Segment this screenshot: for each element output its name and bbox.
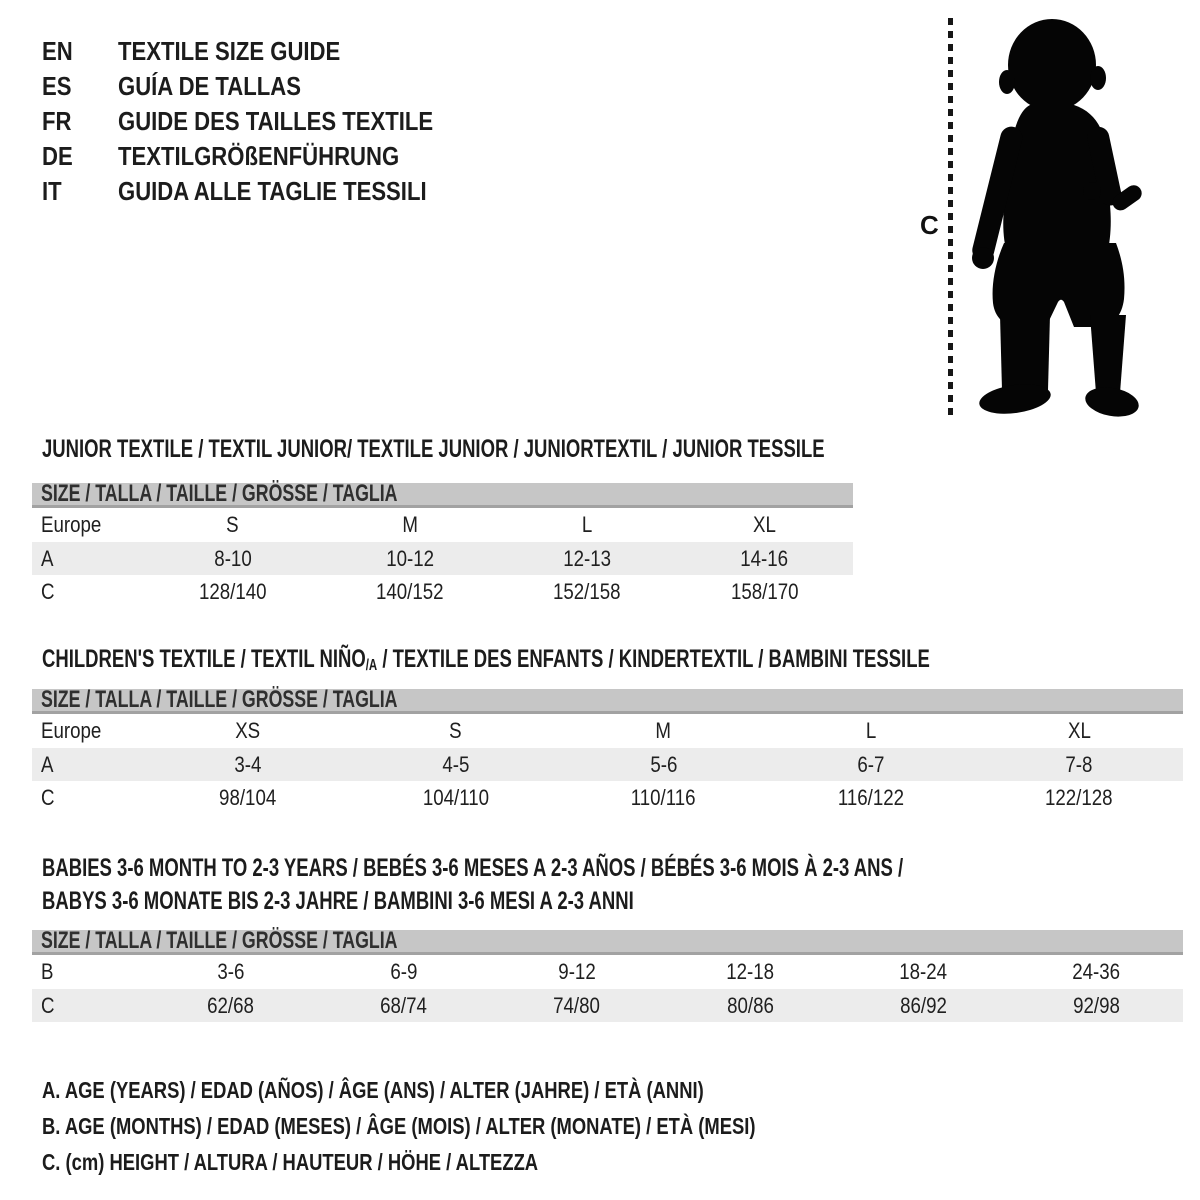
legend-line-height: C. (cm) HEIGHT / ALTURA / HAUTEUR / HÖHE / ALTEZZA xyxy=(42,1148,539,1175)
language-code: DE xyxy=(42,141,73,171)
legend xyxy=(42,1072,934,1180)
size-cell: S xyxy=(449,718,462,743)
baby-silhouette-icon xyxy=(970,15,1150,420)
size-cell: XL xyxy=(1067,718,1091,743)
value-cell: 8-10 xyxy=(213,545,252,571)
size-header-bar: SIZE / TALLA / TAILLE / GRÖSSE / TAGLIA xyxy=(32,689,1183,714)
table-row-height xyxy=(32,575,853,608)
language-code: EN xyxy=(42,36,73,66)
row-label: C xyxy=(41,992,55,1018)
language-row xyxy=(42,104,489,139)
value-cell: 12-13 xyxy=(563,545,612,571)
table-row-sizes xyxy=(32,714,1183,748)
table-row-height xyxy=(32,989,1183,1022)
legend-line-age-years: A. AGE (YEARS) / EDAD (AÑOS) / ÂGE (ANS) / ALTER (JAHRE) / ETÀ (ANNI) xyxy=(42,1076,704,1103)
value-cell: 128/140 xyxy=(198,578,267,604)
size-cell: S xyxy=(226,512,239,537)
value-cell: 3-4 xyxy=(234,751,262,777)
language-title: GUÍA DE TALLAS xyxy=(118,71,301,101)
value-cell: 80/86 xyxy=(726,992,774,1018)
value-cell: 18-24 xyxy=(899,959,948,984)
value-cell: 10-12 xyxy=(385,545,434,571)
value-cell: 12-18 xyxy=(726,959,775,984)
value-cell: 98/104 xyxy=(219,784,277,810)
table-row-height xyxy=(32,781,1183,814)
row-label: B xyxy=(41,959,54,984)
language-code: IT xyxy=(42,176,62,206)
gender-suffix: /A xyxy=(365,656,378,674)
row-label: C xyxy=(41,784,55,810)
size-table-junior xyxy=(32,480,853,608)
value-cell: 116/122 xyxy=(838,784,905,810)
value-cell: 9-12 xyxy=(558,959,596,984)
section-title-children: CHILDREN'S TEXTILE / TEXTIL NIÑO/A / TEXTILE DES ENFANTS / KINDERTEXTIL / BAMBINI TESSILE xyxy=(42,645,930,674)
value-cell: 122/128 xyxy=(1045,784,1113,810)
language-row xyxy=(42,69,489,104)
size-table-babies xyxy=(32,927,1183,1022)
language-code: ES xyxy=(42,71,72,101)
size-cell: M xyxy=(655,718,672,743)
row-label: A xyxy=(41,751,54,777)
size-header-bar: SIZE / TALLA / TAILLE / GRÖSSE / TAGLIA xyxy=(32,483,853,508)
value-cell: 5-6 xyxy=(649,751,678,777)
value-cell: 62/68 xyxy=(207,992,254,1018)
size-header-bar: SIZE / TALLA / TAILLE / GRÖSSE / TAGLIA xyxy=(32,930,1183,955)
region-label: Europe xyxy=(41,512,102,537)
size-cell: L xyxy=(866,718,877,743)
region-label: Europe xyxy=(41,718,102,743)
value-cell: 74/80 xyxy=(553,992,601,1018)
language-title: TEXTILGRÖßENFÜHRUNG xyxy=(118,141,400,171)
language-title: GUIDE DES TAILLES TEXTILE xyxy=(118,106,434,136)
language-title: TEXTILE SIZE GUIDE xyxy=(118,36,341,66)
value-cell: 140/152 xyxy=(376,578,444,604)
size-cell: L xyxy=(581,512,593,537)
table-row-age-months xyxy=(32,955,1183,989)
value-cell: 6-7 xyxy=(857,751,885,777)
section-title-junior: JUNIOR TEXTILE / TEXTIL JUNIOR/ TEXTILE JUNIOR / JUNIORTEXTIL / JUNIOR TESSILE xyxy=(42,435,825,463)
value-cell: 6-9 xyxy=(390,959,418,984)
language-row xyxy=(42,174,489,209)
value-cell: 24-36 xyxy=(1072,959,1121,984)
height-label: C xyxy=(920,210,939,240)
table-row-sizes xyxy=(32,508,853,542)
legend-line-age-months: B. AGE (MONTHS) / EDAD (MESES) / ÂGE (MOIS) / ALTER (MONATE) / ETÀ (MESI) xyxy=(42,1112,756,1139)
value-cell: 158/170 xyxy=(730,578,799,604)
language-row xyxy=(42,139,489,174)
language-code: FR xyxy=(42,106,72,136)
language-row xyxy=(42,34,489,69)
height-measure-dashed-line xyxy=(948,18,953,416)
value-cell: 7-8 xyxy=(1065,751,1093,777)
row-label: A xyxy=(41,545,54,571)
value-cell: 92/98 xyxy=(1073,992,1120,1018)
table-row-age xyxy=(32,748,1183,781)
value-cell: 14-16 xyxy=(740,545,789,571)
size-table-children xyxy=(32,686,1183,814)
size-cell: XS xyxy=(235,718,261,743)
language-title: GUIDA ALLE TAGLIE TESSILI xyxy=(118,176,427,206)
table-row-age xyxy=(32,542,853,575)
size-cell: XL xyxy=(752,512,776,537)
row-label: C xyxy=(41,578,55,604)
section-title-babies: BABIES 3-6 MONTH TO 2-3 YEARS / BEBÉS 3-6 MESES A 2-3 AÑOS / BÉBÉS 3-6 MOIS À 2-3 ANS / BABYS 3-6 MONATE BIS 2-3 JAHRE / BAMBINI 3-6 MESI A 2-3 ANNI xyxy=(42,854,904,915)
value-cell: 68/74 xyxy=(380,992,428,1018)
value-cell: 152/158 xyxy=(553,578,621,604)
value-cell: 3-6 xyxy=(217,959,245,984)
language-title-list xyxy=(42,34,489,209)
value-cell: 110/116 xyxy=(631,784,696,810)
size-cell: M xyxy=(402,512,418,537)
value-cell: 4-5 xyxy=(442,751,470,777)
value-cell: 104/110 xyxy=(422,784,489,810)
value-cell: 86/92 xyxy=(899,992,947,1018)
